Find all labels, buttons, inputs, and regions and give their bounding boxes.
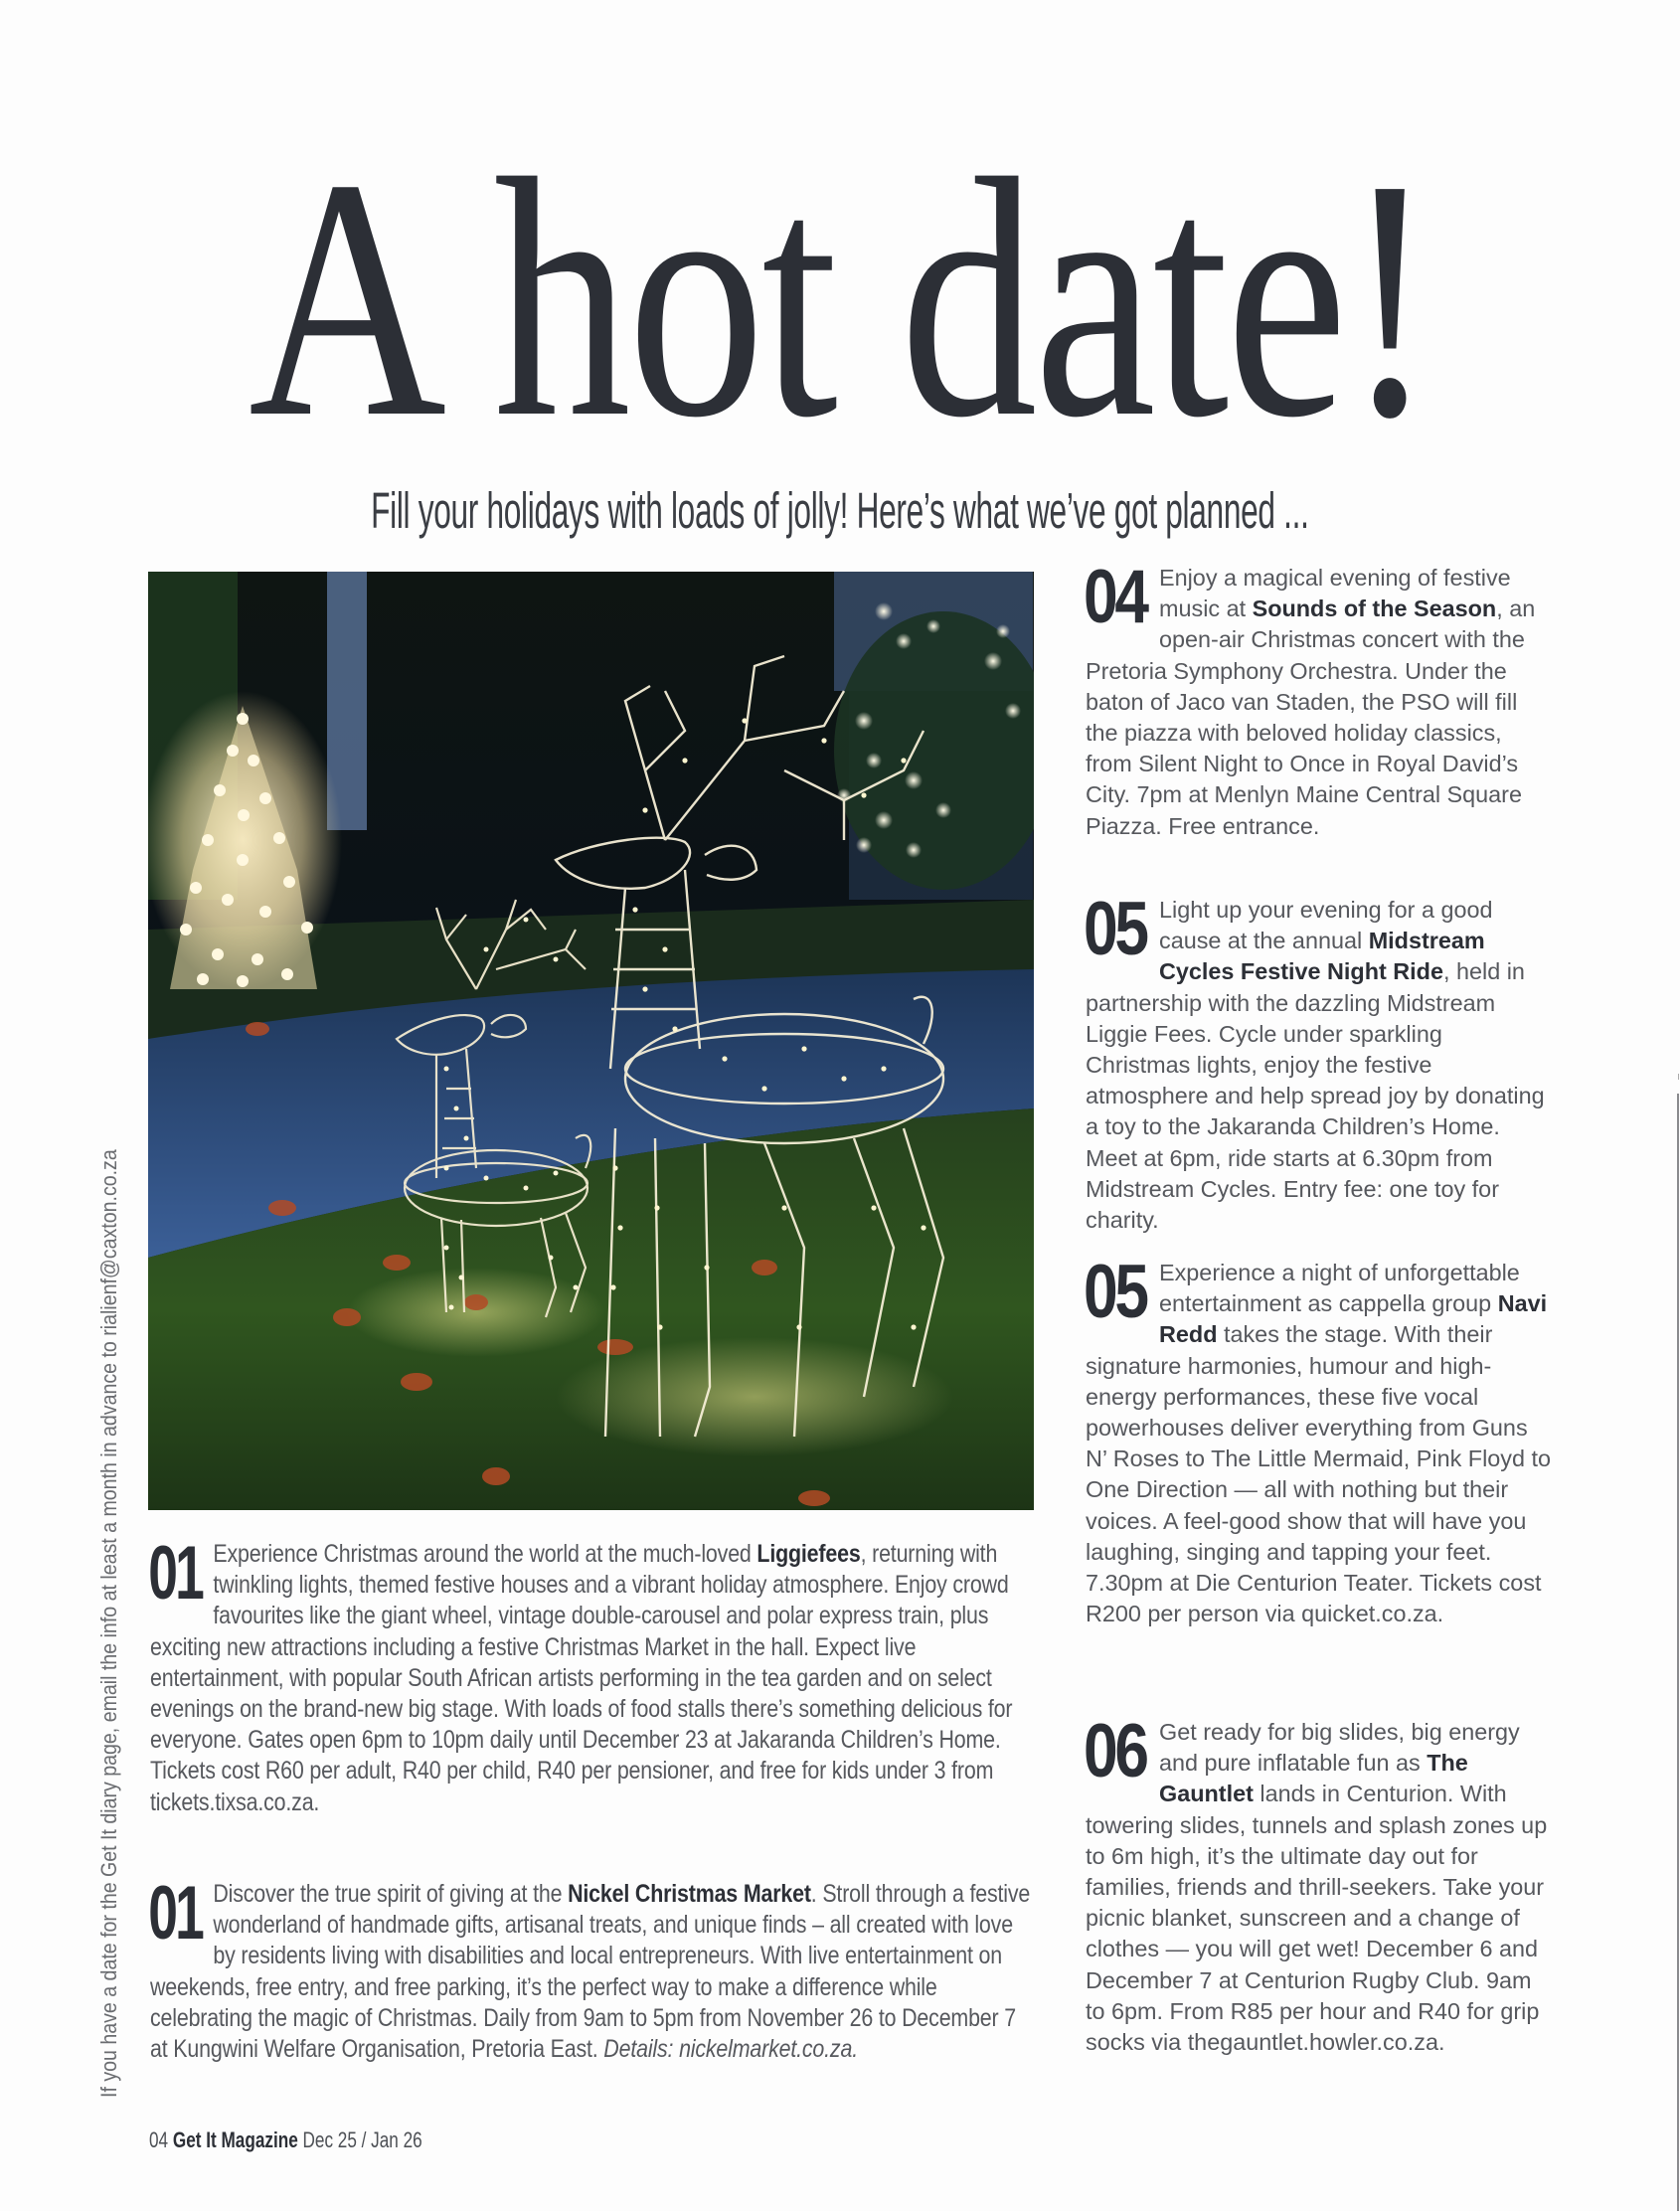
event-text-body: lands in Centurion. With towering slides, tunnels and splash zones up to 6m high, it’s the ultimate day out for families, friends and thrill-seekers. Take your picnic blanket, sunscreen and a change of clothes — you will get wet! December 6 and December 7 at Centurion Rugby Club. 9am to 6pm. From R85 per hour and R40 for grip socks via thegauntlet.howler.co.za. bbox=[1086, 1781, 1548, 2056]
event-text-lead: Get ready for big slides, big energy and pure inflatable fun as bbox=[1159, 1719, 1520, 1777]
event-text-lead: Experience Christmas around the world at the much-loved bbox=[213, 1540, 757, 1568]
event-text-lead: Light up your evening for a good cause at the annual bbox=[1159, 897, 1493, 954]
event-title: Nickel Christmas Market bbox=[568, 1880, 811, 1908]
event-text-body: , returning with twinkling lights, themed festive houses and a vibrant holiday atmosphere. Enjoy crowd favourites like the giant wheel, vintage double-carousel and polar express train, plus exciting new attractions including a festive Christmas Market in the hall. Expect live entertainment, with popular South African artists performing in the tea garden and on select evenings on the brand-new big stage. With loads of food stalls there’s something delicious for everyone. Gates open 6pm to 10pm daily until December 23 at Jakaranda Children’s Home. Tickets cost R60 per adult, R40 per child, R40 per pensioner, and free for kids under 3 from tickets.tixsa.co.za. bbox=[150, 1540, 1013, 1816]
event-text-body: takes the stage. With their signature harmonies, humour and high-energy performances, these five vocal powerhouses deliver everything from Guns N’ Roses to The Little Mermaid, Pink Floyd to One Direction — all with nothing but their voices. A feel-good show that will have you laughing, singing and tapping your feet. 7.30pm at Die Centurion Teater. Tickets cost R200 per person via quicket.co.za. bbox=[1086, 1321, 1551, 1627]
diary-submission-note-text: If you have a date for the Get It diary page, email the info at least a month in advance to rialienf@caxton.co.za bbox=[96, 1149, 121, 2098]
event-listing-04-sounds-of-the-season bbox=[1084, 555, 1553, 842]
event-text-lead: Enjoy a magical evening of festive music at bbox=[1159, 565, 1511, 622]
event-text-body: , an open-air Christmas concert with the Pretoria Symphony Orchestra. Under the baton of Jaco van Staden, the PSO will fill the piazza with beloved holiday classics, from Silent Night to Once in Royal David’s City. 7pm at Menlyn Maine Central Square Piazza. Free entrance. bbox=[1086, 595, 1536, 839]
event-listing-05-night-ride bbox=[1084, 887, 1553, 1236]
reindeer-lights-photo bbox=[148, 572, 1034, 1510]
event-listing-05-navi-redd bbox=[1084, 1250, 1553, 1629]
event-number: 06 bbox=[1084, 1709, 1146, 1793]
event-title: Midstream Cycles Festive Night Ride bbox=[1159, 928, 1485, 985]
event-number: 05 bbox=[1084, 887, 1146, 971]
page-footer bbox=[149, 2127, 499, 2153]
event-text-lead: Experience a night of unforgettable entertainment as cappella group bbox=[1159, 1260, 1520, 1317]
event-details-link: Details: nickelmarket.co.za. bbox=[603, 2035, 858, 2064]
event-listing-06-the-gauntlet bbox=[1084, 1709, 1553, 2058]
event-title: The Gauntlet bbox=[1159, 1750, 1468, 1807]
event-title: Navi Redd bbox=[1159, 1290, 1548, 1348]
event-number: 01 bbox=[148, 1871, 203, 1956]
event-text-body: . Stroll through a festive wonderland of handmade gifts, artisanal treats, and unique finds – all created with love by residents living with disabilities and local entrepreneurs. With live entertainment on weekends, free entry, and free parking, it’s the perfect way to make a difference while celebrating the magic of Christmas. Daily from 9am to 5pm from November 26 to December 7 at Kungwini Welfare Organisation, Pretoria East. bbox=[150, 1880, 1031, 2064]
photo-illustration bbox=[148, 572, 1034, 1510]
event-listing-text bbox=[148, 1871, 1033, 2065]
event-title: Liggiefees bbox=[756, 1540, 861, 1568]
issue-date: Dec 25 / Jan 26 bbox=[302, 2127, 422, 2152]
event-listing-text bbox=[1084, 887, 1553, 1236]
event-title: Sounds of the Season bbox=[1252, 595, 1497, 622]
event-number: 04 bbox=[1084, 555, 1146, 639]
page-subtitle-text: Fill your holidays with loads of jolly! Here’s what we’ve got planned ... bbox=[371, 482, 1309, 539]
event-listing-text bbox=[1084, 1709, 1553, 2058]
page-title-text: A hot date! bbox=[248, 108, 1432, 488]
page-edge-rule bbox=[1677, 1094, 1679, 2211]
page-edge-tick bbox=[1678, 1074, 1679, 1080]
event-listing-text bbox=[1084, 1250, 1553, 1629]
page-subtitle bbox=[0, 481, 1680, 541]
diary-submission-note bbox=[95, 1054, 123, 2098]
event-listing-text bbox=[148, 1531, 1033, 1818]
event-listing-text bbox=[1084, 555, 1553, 842]
event-number: 05 bbox=[1084, 1250, 1146, 1334]
page-number: 04 bbox=[149, 2127, 169, 2152]
event-listing-01-liggiefees bbox=[148, 1531, 1033, 1818]
event-text-lead: Discover the true spirit of giving at the bbox=[213, 1880, 569, 1908]
event-listing-01-nickel-christmas-market bbox=[148, 1871, 1033, 2065]
event-text-body: , held in partnership with the dazzling Midstream Liggie Fees. Cycle under sparkling Christmas lights, enjoy the festive atmosphere and help spread joy by donating a toy to the Jakaranda Children’s Home. Meet at 6pm, ride starts at 6.30pm from Midstream Cycles. Entry fee: one toy for charity. bbox=[1086, 958, 1545, 1234]
publication-name: Get It Magazine bbox=[172, 2127, 298, 2152]
event-number: 01 bbox=[148, 1531, 203, 1616]
page-title bbox=[0, 108, 1680, 488]
